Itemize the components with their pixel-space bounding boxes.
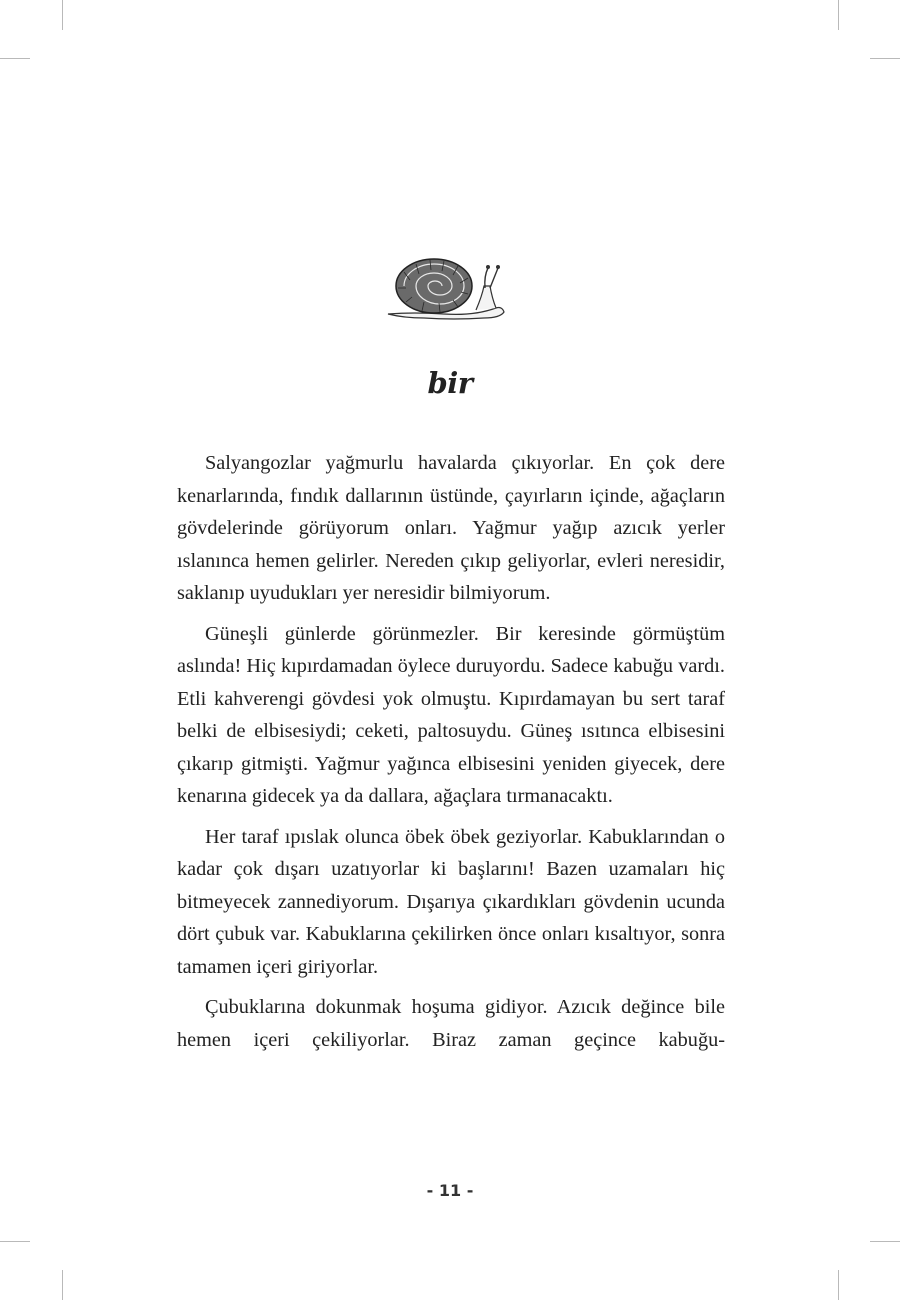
crop-mark-right-top: [870, 58, 900, 59]
crop-mark-bottom-left: [62, 1270, 63, 1300]
page-number: - 11 -: [426, 1181, 474, 1200]
chapter-title: bir: [427, 366, 473, 400]
paragraph: Güneşli günlerde görünmezler. Bir keresinde görmüştüm aslında! Hiç kıpırdamadan öylece duruyordu. Sadece kabuğu vardı. Etli kahverengi gövdesi yok olmuştu. Kıpırdamayan bu sert taraf belki de elbisesiydi; ceketi, paltosuydu. Güneş ısıtınca elbisesini çıkarıp gitmişti. Yağmur yağınca elbisesini yeniden giyecek, dere kenarına gidecek ya da dallara, ağaçlara tırmanacaktı.: [177, 622, 725, 807]
paragraph: Çubuklarına dokunmak hoşuma gidiyor. Azıcık değince bile hemen içeri çekiliyorlar. Biraz zaman geçince kabuğu-: [177, 996, 725, 1051]
crop-mark-top-right: [838, 0, 839, 30]
paragraph: Salyangozlar yağmurlu havalarda çıkıyorlar. En çok dere kenarlarında, fındık dallarının üstünde, çayırların içinde, ağaçların gövdelerinde görüyorum onları. Yağmur yağıp azıcık yerler ıslanınca hemen gelirler. Nereden çıkıp geliyorlar, evleri neresidir, saklanıp uyudukları yer neresidir bilmiyorum.: [177, 452, 725, 604]
body-text: [177, 447, 725, 1064]
snail-icon: [384, 252, 516, 328]
crop-mark-left-bottom: [0, 1241, 30, 1242]
crop-mark-bottom-right: [838, 1270, 839, 1300]
crop-mark-left-top: [0, 58, 30, 59]
crop-mark-top-left: [62, 0, 63, 30]
crop-mark-right-bottom: [870, 1241, 900, 1242]
paragraph: Her taraf ıpıslak olunca öbek öbek geziyorlar. Kabuklarından o kadar çok dışarı uzatıyorlar ki başlarını! Bazen uzamaları hiç bitmeyecek zannediyorum. Dışarıya çıkardıkları gövdenin ucunda dört çubuk var. Kabuklarına çekilirken önce onları kısaltıyor, sonra tamamen içeri giriyorlar.: [177, 825, 725, 978]
